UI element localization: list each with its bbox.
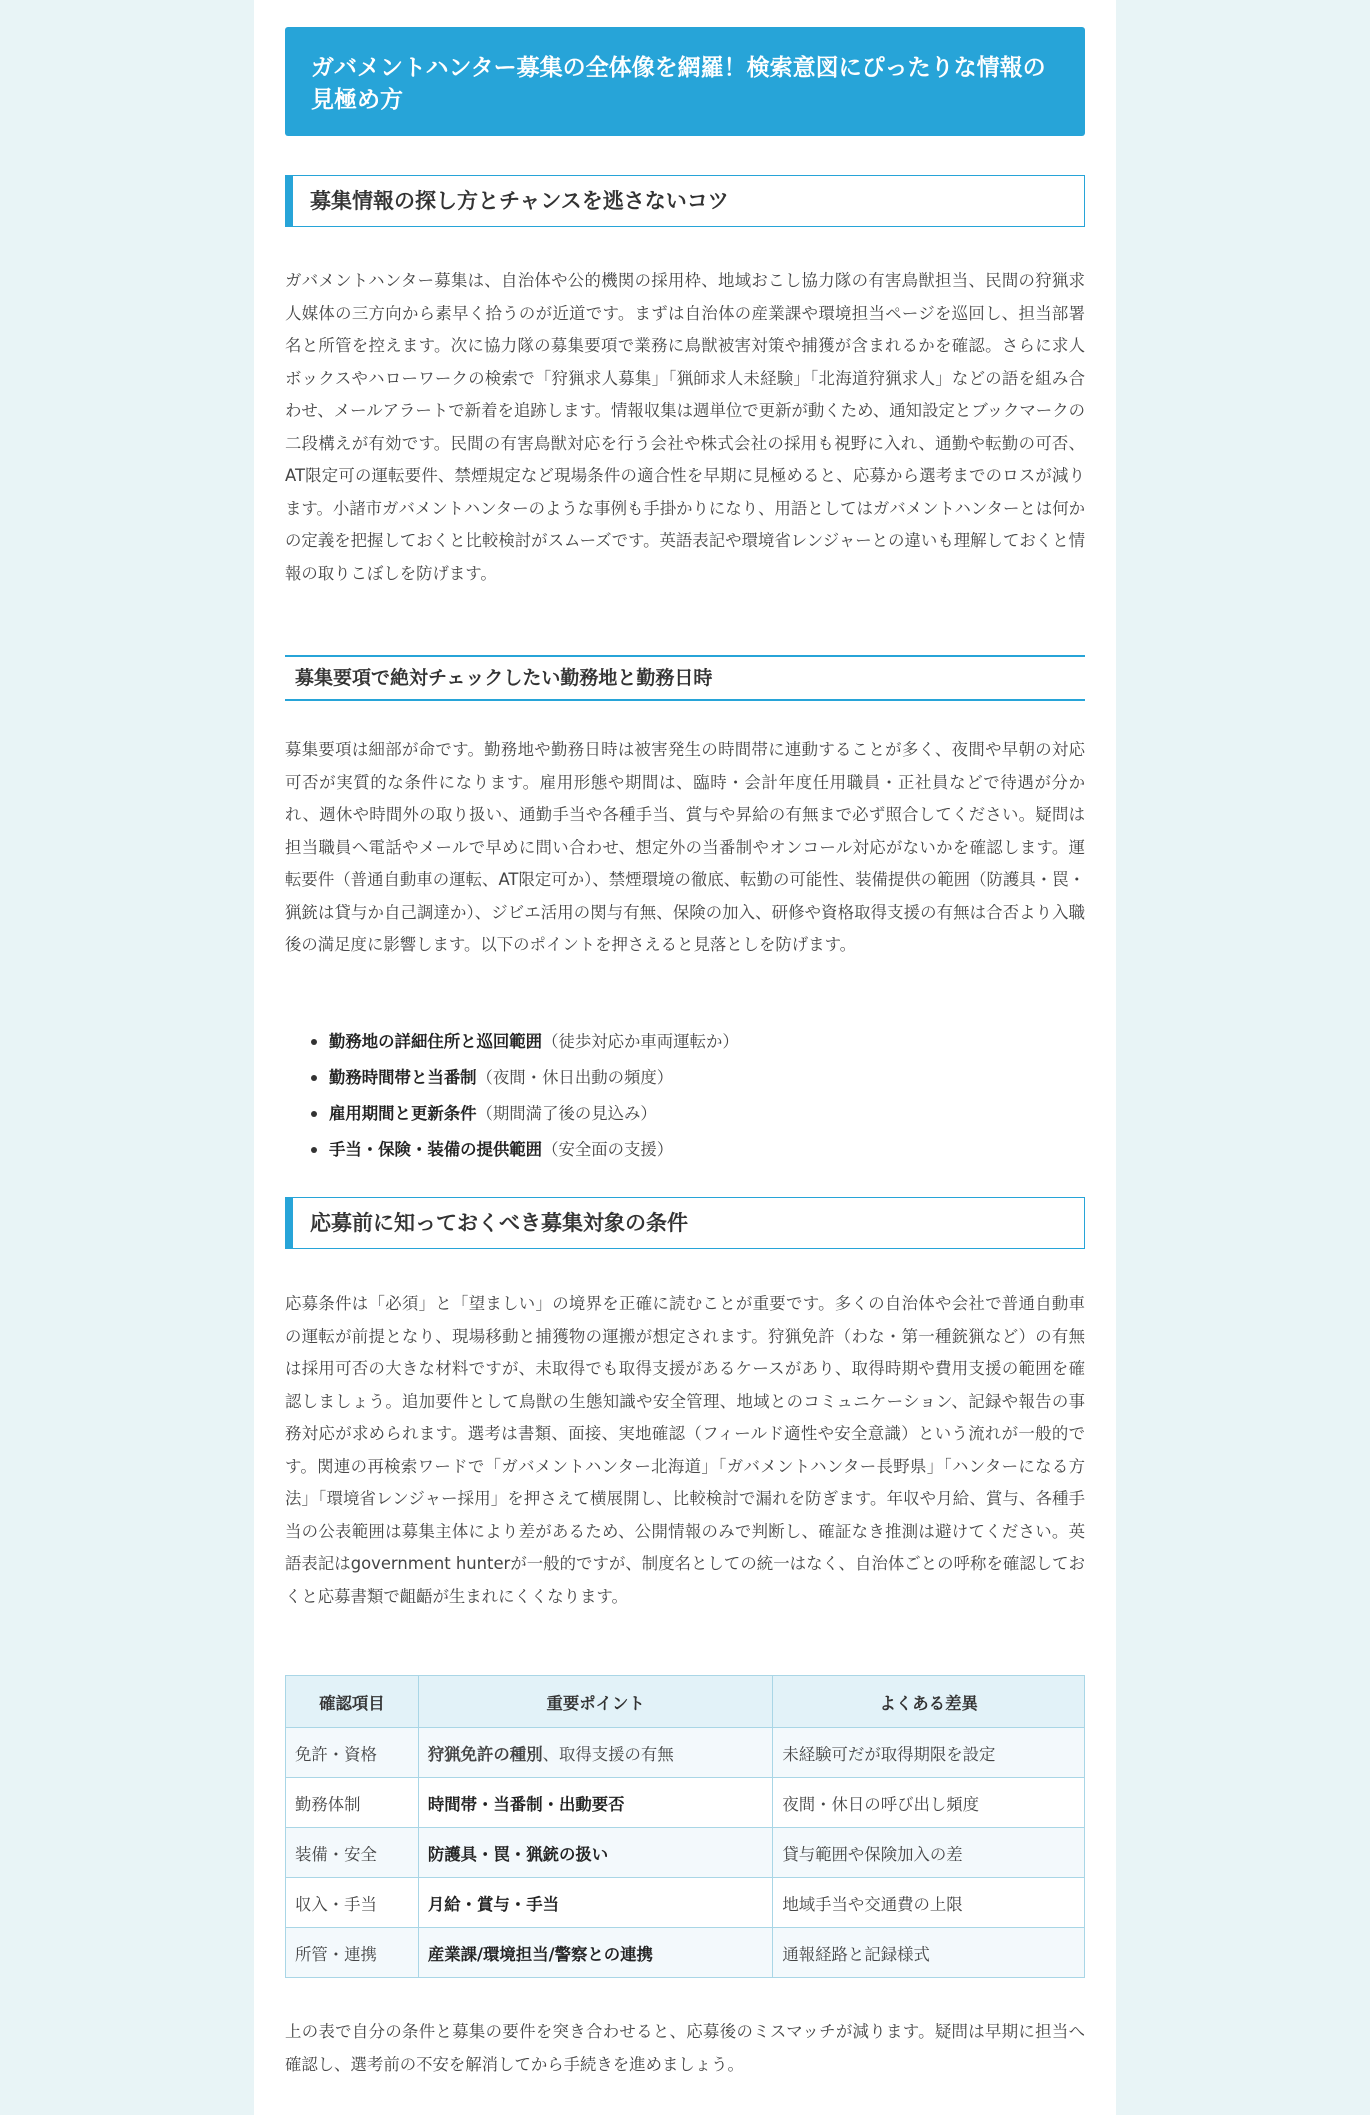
list-item-strong: 勤務時間帯と当番制	[329, 1068, 477, 1087]
table-row	[286, 1928, 1085, 1978]
table-cell-point: 時間帯・当番制・出動要否	[418, 1778, 773, 1828]
list-item-note: （安全面の支援）	[542, 1140, 674, 1159]
checklist	[285, 1024, 1085, 1168]
table-header-cell: よくある差異	[773, 1676, 1085, 1728]
section-body-search-tips: ガバメントハンター募集は、自治体や公的機関の採用枠、地域おこし協力隊の有害鳥獣担当、民間の狩猟求人媒体の三方向から素早く拾うのが近道です。まずは自治体の産業課や環境担当ページを巡回し、担当部署名と所管を控えます。次に協力隊の募集要項で業務に鳥獣被害対策や捕獲が含まれるかを確認。さらに求人ボックスやハローワークの検索で「狩猟求人募集」「猟師求人未経験」「北海道狩猟求人」などの語を組み合わせ、メールアラートで新着を追跡します。情報収集は週単位で更新が動くため、通知設定とブックマークの二段構えが有効です。民間の有害鳥獣対応を行う会社や株式会社の採用も視野に入れ、通勤や転勤の可否、AT限定可の運転要件、禁煙規定など現場条件の適合性を早期に見極めると、応募から選考までのロスが減ります。小諸市ガバメントハンターのような事例も手掛かりになり、用語としてはガバメントハンターとは何かの定義を把握しておくと比較検討がスムーズです。英語表記や環境省レンジャーとの違いも理解しておくと情報の取りこぼしを防げます。	[285, 271, 1085, 583]
table-cell-diff: 未経験可だが取得期限を設定	[773, 1728, 1085, 1778]
table-header-row	[286, 1676, 1085, 1728]
table-cell-item: 所管・連携	[286, 1928, 419, 1978]
subsection-heading-workplace: 募集要項で絶対チェックしたい勤務地と勤務日時	[285, 655, 1085, 701]
table-cell-point-strong: 狩猟免許の種別	[427, 1744, 543, 1764]
list-item-note: （徒歩対応か車両運転か）	[542, 1032, 739, 1051]
conditions-table	[285, 1675, 1085, 1978]
table-cell-item: 免許・資格	[286, 1728, 419, 1778]
closing-paragraph: 上の表で自分の条件と募集の要件を突き合わせると、応募後のミスマッチが減ります。疑問は早期に担当へ確認し、選考前の不安を解消してから手続きを進めましょう。	[285, 2022, 1085, 2074]
table-cell-diff: 地域手当や交通費の上限	[773, 1878, 1085, 1928]
table-cell-item: 勤務体制	[286, 1778, 419, 1828]
list-item	[285, 1096, 1085, 1132]
table-cell-point	[418, 1728, 773, 1778]
table-row	[286, 1878, 1085, 1928]
table-cell-diff: 貸与範囲や保険加入の差	[773, 1828, 1085, 1878]
article-page	[254, 0, 1116, 2115]
table-cell-item: 装備・安全	[286, 1828, 419, 1878]
list-item-note: （期間満了後の見込み）	[476, 1104, 657, 1123]
list-item	[285, 1024, 1085, 1060]
list-item	[285, 1132, 1085, 1168]
list-item-strong: 雇用期間と更新条件	[329, 1104, 477, 1123]
table-header-cell: 重要ポイント	[418, 1676, 773, 1728]
subsection-body-workplace: 募集要項は細部が命です。勤務地や勤務日時は被害発生の時間帯に連動することが多く、夜間や早朝の対応可否が実質的な条件になります。雇用形態や期間は、臨時・会計年度任用職員・正社員などで待遇が分かれ、週休や時間外の取り扱い、通勤手当や各種手当、賞与や昇給の有無まで必ず照合してください。疑問は担当職員へ電話やメールで早めに問い合わせ、想定外の当番制やオンコール対応がないかを確認します。運転要件（普通自動車の運転、AT限定可か）、禁煙環境の徹底、転勤の可能性、装備提供の範囲（防護具・罠・猟銃は貸与か自己調達か）、ジビエ活用の関与有無、保険の加入、研修や資格取得支援の有無は合否より入職後の満足度に影響します。以下のポイントを押さえると見落としを防げます。	[285, 740, 1085, 954]
main-heading: ガバメントハンター募集の全体像を網羅！検索意図にぴったりな情報の見極め方	[285, 27, 1085, 136]
list-item-strong: 勤務地の詳細住所と巡回範囲	[329, 1032, 543, 1051]
table-row	[286, 1728, 1085, 1778]
list-item-strong: 手当・保険・装備の提供範囲	[329, 1140, 543, 1159]
list-item	[285, 1060, 1085, 1096]
section-heading-conditions: 応募前に知っておくべき募集対象の条件	[285, 1197, 1085, 1249]
table-row	[286, 1828, 1085, 1878]
table-cell-point-rest: 、取得支援の有無	[542, 1744, 674, 1764]
table-cell-diff: 夜間・休日の呼び出し頻度	[773, 1778, 1085, 1828]
list-item-note: （夜間・休日出動の頻度）	[476, 1068, 674, 1087]
table-cell-item: 収入・手当	[286, 1878, 419, 1928]
table-header-cell: 確認項目	[286, 1676, 419, 1728]
section-body-conditions: 応募条件は「必須」と「望ましい」の境界を正確に読むことが重要です。多くの自治体や会社で普通自動車の運転が前提となり、現場移動と捕獲物の運搬が想定されます。狩猟免許（わな・第一種銃猟など）の有無は採用可否の大きな材料ですが、未取得でも取得支援があるケースがあり、取得時期や費用支援の範囲を確認しましょう。追加要件として鳥獣の生態知識や安全管理、地域とのコミュニケーション、記録や報告の事務対応が求められます。選考は書類、面接、実地確認（フィールド適性や安全意識）という流れが一般的です。関連の再検索ワードで「ガバメントハンター北海道」「ガバメントハンター長野県」「ハンターになる方法」「環境省レンジャー採用」を押さえて横展開し、比較検討で漏れを防ぎます。年収や月給、賞与、各種手当の公表範囲は募集主体により差があるため、公開情報のみで判断し、確証なき推測は避けてください。英語表記はgovernment hunterが一般的ですが、制度名としての統一はなく、自治体ごとの呼称を確認しておくと応募書類で齟齬が生まれにくくなります。	[285, 1294, 1085, 1606]
table-cell-point: 月給・賞与・手当	[418, 1878, 773, 1928]
table-row	[286, 1778, 1085, 1828]
table-cell-point: 産業課/環境担当/警察との連携	[418, 1928, 773, 1978]
table-cell-diff: 通報経路と記録様式	[773, 1928, 1085, 1978]
section-heading-search-tips: 募集情報の探し方とチャンスを逃さないコツ	[285, 175, 1085, 227]
table-cell-point: 防護具・罠・猟銃の扱い	[418, 1828, 773, 1878]
